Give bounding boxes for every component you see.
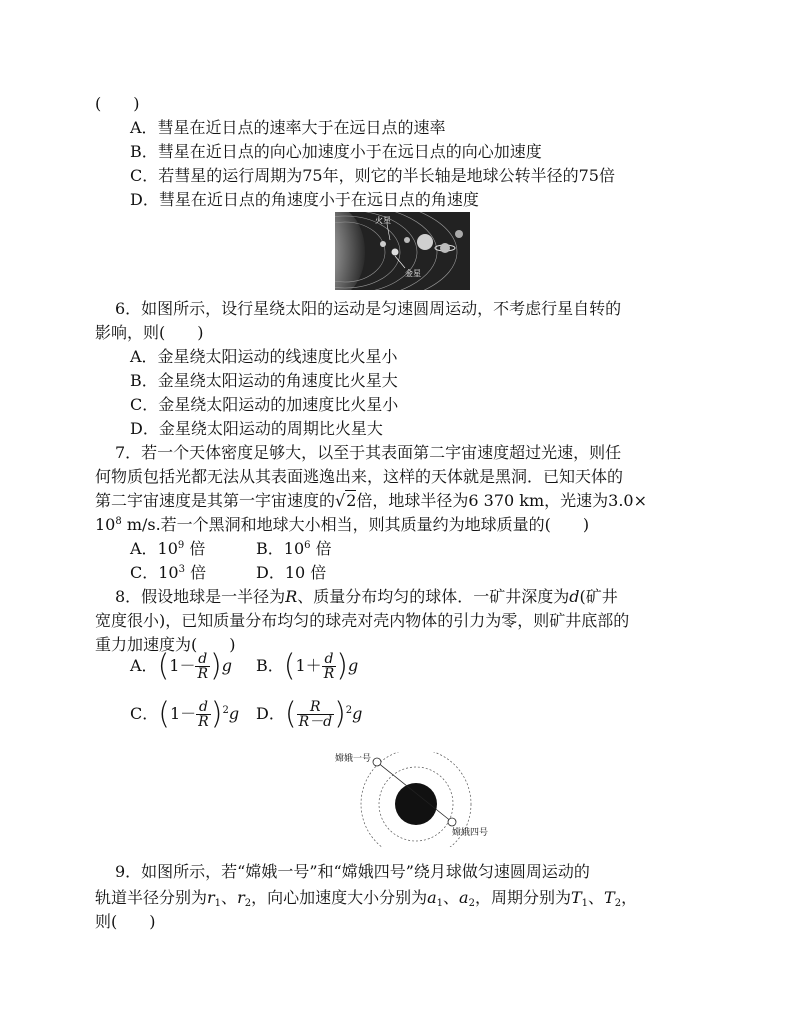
q9-line-3: 则( ) [95, 912, 156, 931]
q9-line-1: 9．如图所示，若“嫦娥一号”和“嫦娥四号”绕月球做匀速圆周运动的 [115, 862, 590, 881]
mars-label: 火星 [375, 216, 391, 225]
fraction-r-over-r-minus-d: $\frac{R}{R-d}$ [298, 699, 333, 730]
q7-option-d: D．10 倍 [256, 563, 327, 582]
q8-line-3: 重力加速度为( ) [95, 635, 236, 654]
q6-option-a: A．金星绕太阳运动的线速度比火星小 [130, 347, 398, 366]
q8-line-2: 宽度很小)，已知质量分布均匀的球壳对壳内物体的引力为零，则矿井底部的 [95, 611, 630, 630]
q7-option-a: A．$10^9$ 倍 [130, 539, 206, 558]
q5-stem-tail: ( ) [95, 94, 140, 113]
moon-orbit-figure [330, 752, 505, 847]
fraction-d-over-r: $\frac{d}{R}$ [323, 651, 335, 682]
q8-option-d: D．( $\frac{R}{R-d}$ )$^2$g [256, 696, 363, 732]
q7-option-c: C．$10^3$ 倍 [130, 563, 207, 582]
q7-line-2: 何物质包括光都无法从其表面逃逸出来，这样的天体就是黑洞．已知天体的 [95, 467, 624, 486]
q7-option-b: B．$10^6$ 倍 [256, 539, 332, 558]
q8-option-c: C．(1－ $\frac{d}{R}$ )$^2$g [130, 696, 240, 732]
q6-option-b: B．金星绕太阳运动的角速度比火星大 [130, 371, 398, 390]
sqrt-radicand: 2 [346, 491, 357, 510]
q9-line-2: 轨道半径分别为$r_1$、$r_2$，向心加速度大小分别为$a_1$、$a_2$，周期分别为$T_1$、$T_2$， [95, 888, 638, 909]
change-1-satellite [373, 758, 381, 766]
q8-option-a: A．(1－ $\frac{d}{R}$ )g [130, 648, 232, 684]
sqrt-symbol: √ [335, 491, 346, 510]
q6-line-2: 影响，则( ) [95, 323, 204, 342]
q7-line-1: 7．若一个天体密度足够大，以至于其表面第二宇宙速度超过光速，则任 [115, 443, 622, 462]
change-1-label: 嫦娥一号 [335, 754, 372, 764]
moon [395, 783, 437, 825]
q5-option-c: C．若彗星的运行周期为75年，则它的半长轴是地球公转半径的75倍 [130, 166, 615, 185]
solar-system-figure [335, 212, 470, 290]
q5-option-d: D．彗星在近日点的角速度小于在远日点的角速度 [130, 190, 479, 209]
q5-option-a: A．彗星在近日点的速率大于在远日点的速率 [130, 118, 446, 137]
q8-line-1: 8．假设地球是一半径为R、质量分布均匀的球体．一矿井深度为d(矿井 [115, 587, 618, 606]
q6-option-d: D．金星绕太阳运动的周期比火星大 [130, 419, 383, 438]
venus-label: 金星 [405, 269, 421, 278]
q6-line-1: 6．如图所示，设行星绕太阳的运动是匀速圆周运动，不考虑行星自转的 [115, 299, 622, 318]
fraction-d-over-r: $\frac{d}{R}$ [198, 699, 209, 730]
q7-line-4: $10^8$ m/s.若一个黑洞和地球大小相当，则其质量约为地球质量的( ) [95, 515, 590, 534]
q7-line-3: 第二宇宙速度是其第一宇宙速度的√2倍，地球半径为6 370 km，光速为3.0× [95, 491, 648, 510]
q5-option-b: B．彗星在近日点的向心加速度小于在远日点的向心加速度 [130, 142, 542, 161]
q8-option-b: B．(1＋ $\frac{d}{R}$ )g [256, 648, 359, 684]
change-4-label: 嫦娥四号 [452, 828, 489, 838]
fraction-d-over-r: $\frac{d}{R}$ [197, 651, 209, 682]
q6-option-c: C．金星绕太阳运动的加速度比火星小 [130, 395, 399, 414]
change-4-satellite [448, 818, 456, 826]
